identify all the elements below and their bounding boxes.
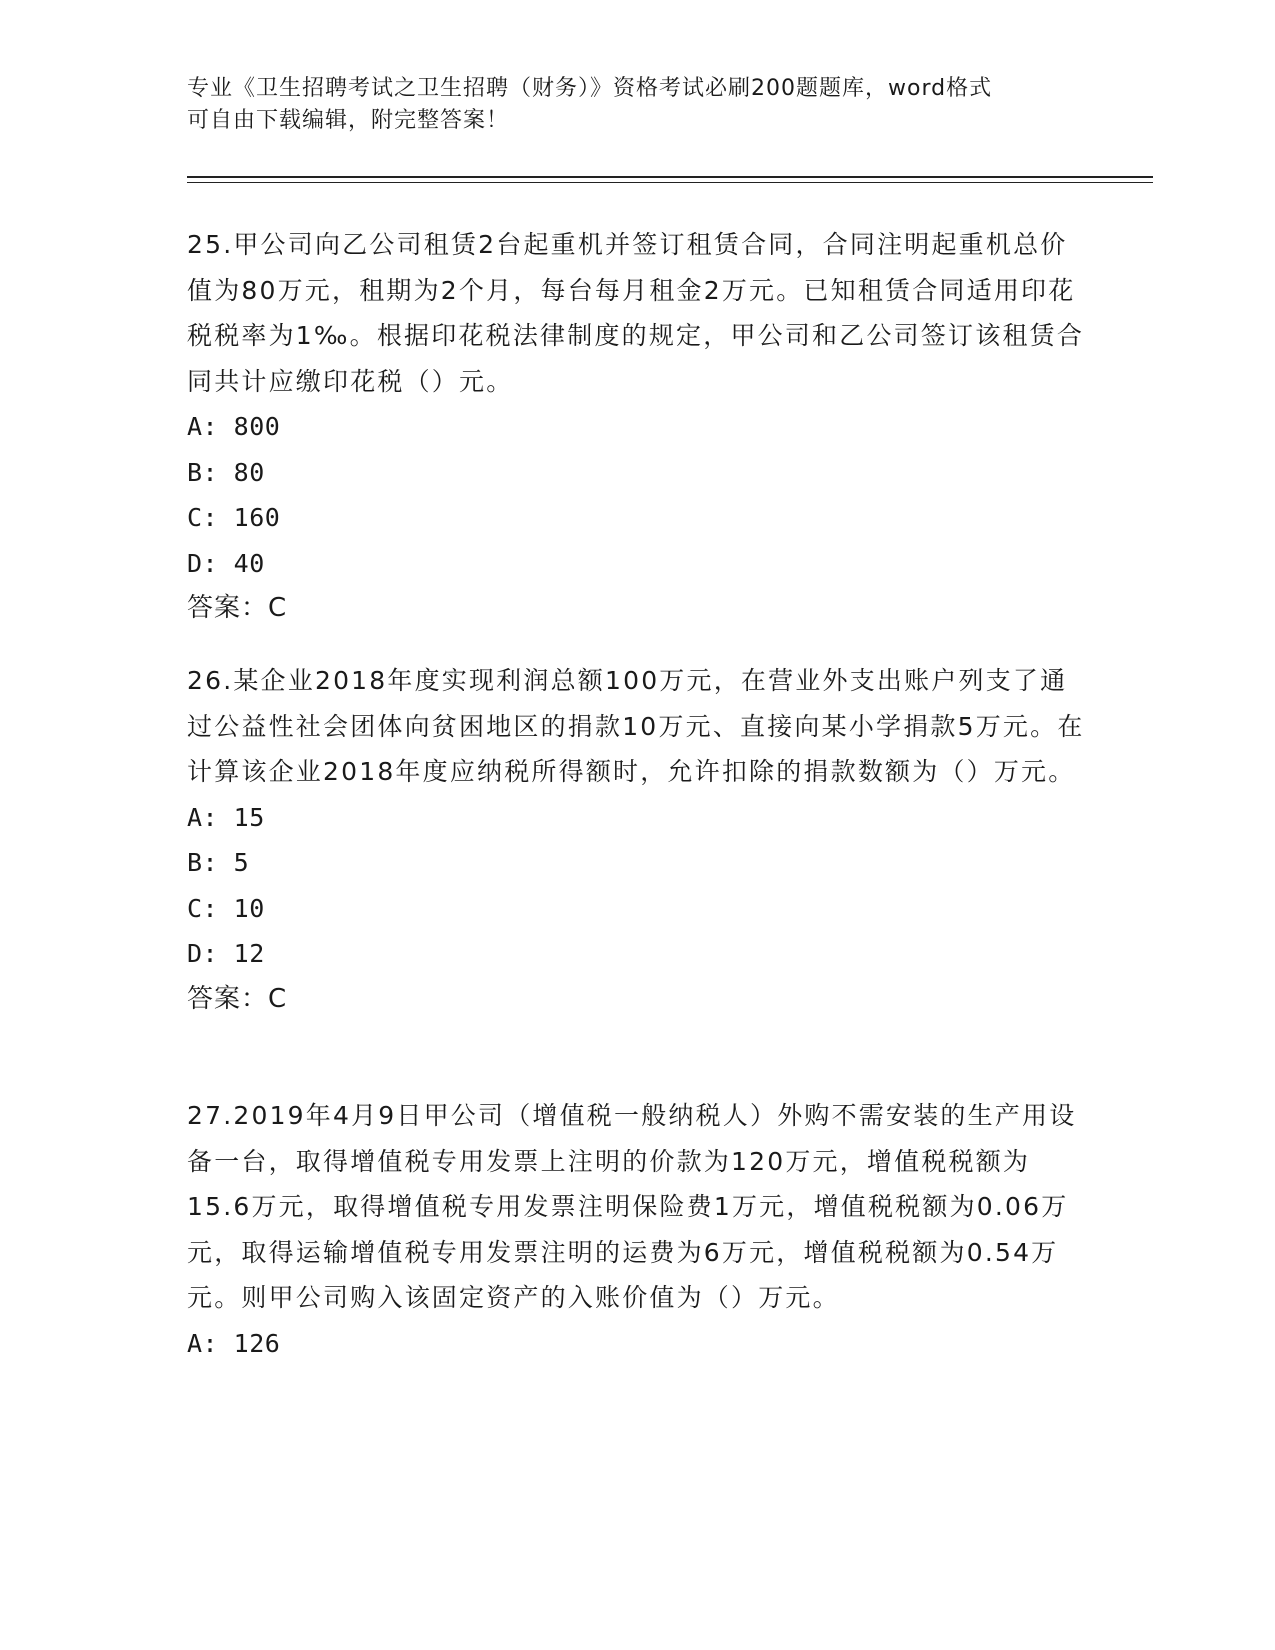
option-d: D: 40 xyxy=(187,548,265,578)
option-d: D: 12 xyxy=(187,939,265,968)
option-b: B: 5 xyxy=(187,848,250,877)
option-c: C: 10 xyxy=(187,893,265,923)
option-a: A: 15 xyxy=(187,802,265,832)
question-text: 26.某企业2018年度实现利润总额100万元，在营业外支出账户列支了通过公益性社会团体向贫困地区的捐款10万元、直接向某小学捐款5万元。在计算该企业2018年度应纳税所得额时，允许扣除的捐款数额为（）万元。 xyxy=(187,666,1085,786)
option-a: A: 126 xyxy=(187,1328,281,1358)
header-line-2: 可自由下载编辑，附完整答案！ xyxy=(187,108,510,133)
option-a: A: 800 xyxy=(187,412,281,441)
question-26 xyxy=(187,658,1087,1022)
answer: 答案：C xyxy=(187,593,288,623)
option-c: C: 160 xyxy=(187,503,281,532)
question-text: 27.2019年4月9日甲公司（增值税一般纳税人）外购不需安装的生产用设备一台，取得增值税专用发票上注明的价款为120万元，增值税税额为15.6万元，取得增值税专用发票注明保险费1万元，增值税税额为0.06万元，取得运输增值税专用发票注明的运费为6万元，增值税税额为0.54万元。则甲公司购入该固定资产的入账价值为（）万元。 xyxy=(187,1101,1077,1312)
question-text: 25.甲公司向乙公司租赁2台起重机并签订租赁合同，合同注明起重机总价值为80万元，租期为2个月，每台每月租金2万元。已知租赁合同适用印花税税率为1‰。根据印花税法律制度的规定，甲公司和乙公司签订该租赁合同共计应缴印花税（）元。 xyxy=(187,230,1085,396)
header-divider-thick xyxy=(187,176,1153,178)
option-b: B: 80 xyxy=(187,457,265,487)
document-header xyxy=(187,73,1067,137)
question-25 xyxy=(187,222,1087,632)
question-27 xyxy=(187,1093,1087,1366)
header-line-1: 专业《卫生招聘考试之卫生招聘（财务）》资格考试必刷200题题库，word格式 xyxy=(187,76,993,101)
answer: 答案：C xyxy=(187,983,288,1014)
header-divider-thin xyxy=(187,182,1153,183)
